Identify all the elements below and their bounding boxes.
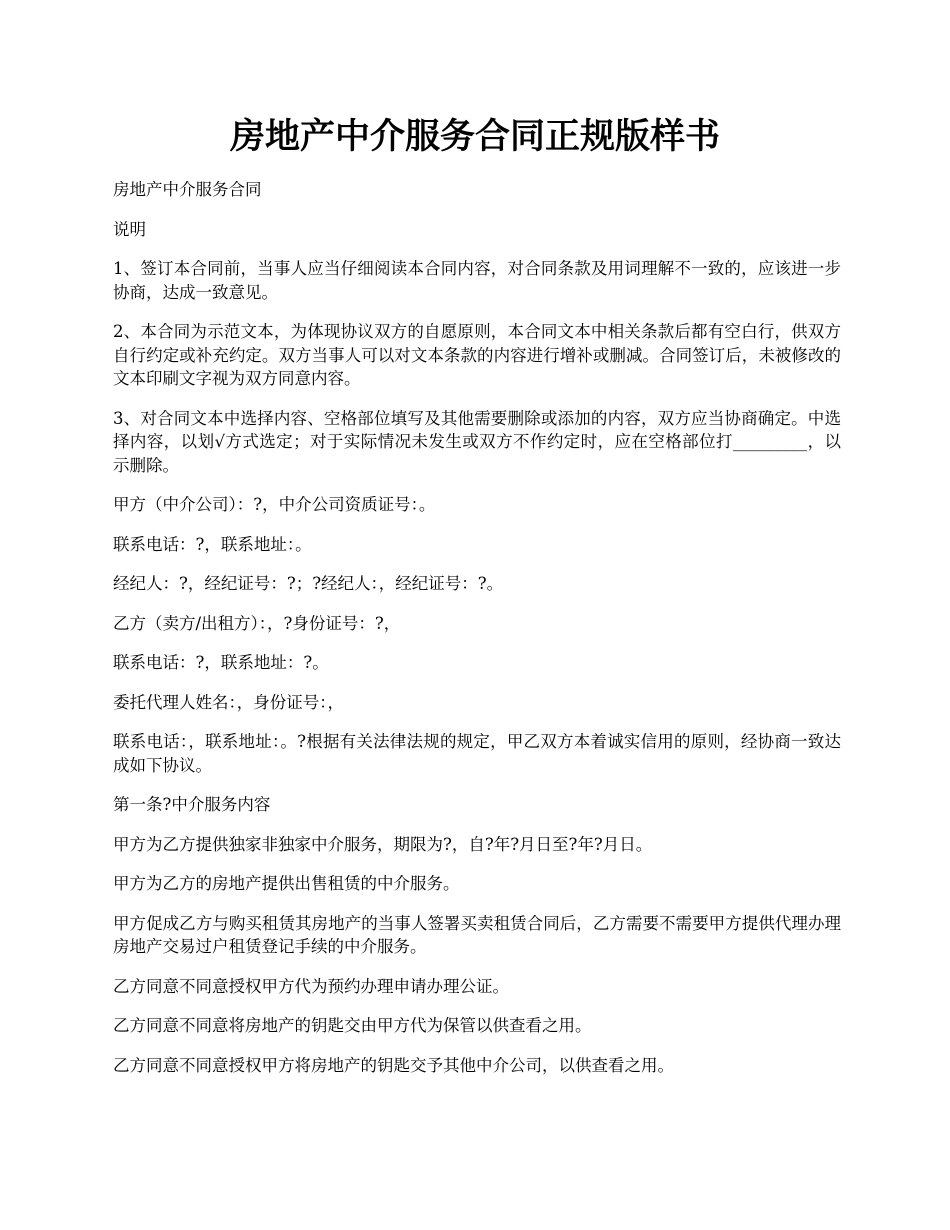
paragraph-key-sharing: 乙方同意不同意授权甲方将房地产的钥匙交予其他中介公司，以供查看之用。 [113,1055,674,1075]
paragraph-note-1: 1、签订本合同前，当事人应当仔细阅读本合同内容，对合同条款及用词理解不一致的，应该进一步协商，达成一致意见。 [113,259,841,302]
paragraph-agent-info: 经纪人：?，经纪证号：?；?经纪人：，经纪证号：?。 [113,574,504,593]
paragraph-notary-authorization: 乙方同意不同意授权甲方代为预约办理申请办理公证。 [113,976,509,996]
paragraph-service-term: 甲方为乙方提供独家非独家中介服务，期限为?，自?年?月日至?年?月日。 [113,834,653,854]
paragraph-party-b: 乙方（卖方/出租方）：，?身份证号：?， [113,613,401,633]
paragraph-article-1-heading: 第一条?中介服务内容 [113,795,271,814]
paragraph-contract-name: 房地产中介服务合同 [113,180,262,199]
paragraph-proxy: 委托代理人姓名：，身份证号：， [113,692,344,712]
paragraph-note-2: 2、本合同为示范文本，为体现协议双方的自愿原则，本合同文本中相关条款后都有空白行，供双方自行约定或补充约定。双方当事人可以对文本条款的内容进行增补或删减。合同签订后，未被修改的文本印刷文字视为双方同意内容。 [113,322,841,388]
paragraph-party-b-contact: 联系电话：?，联系地址：?。 [113,653,329,672]
paragraph-note-3: 3、对合同文本中选择内容、空格部位填写及其他需要删除或添加的内容，双方应当协商确定。中选择内容，以划√方式选定；对于实际情况未发生或双方不作约定时，应在空格部位打_________，以示删除。 [113,408,841,475]
paragraph-service-type: 甲方为乙方的房地产提供出售租赁的中介服务。 [113,874,460,893]
paragraph-proxy-contact: 联系电话：，联系地址：。?根据有关法律法规的规定，甲乙双方本着诚实信用的原则，经协商一致达成如下协议。 [113,732,841,775]
paragraph-explanation-heading: 说明 [113,219,146,239]
paragraph-key-custody: 乙方同意不同意将房地产的钥匙交由甲方代为保管以供查看之用。 [113,1016,592,1035]
paragraph-party-a: 甲方（中介公司）：?，中介公司资质证号：。 [113,495,436,514]
paragraph-transfer-service: 甲方促成乙方与购买租赁其房地产的当事人签署买卖租赁合同后，乙方需要不需要甲方提供代理办理房地产交易过户租赁登记手续的中介服务。 [113,913,841,956]
document-title: 房地产中介服务合同正规版样书 [229,116,720,157]
document-body [113,178,841,1093]
paragraph-party-a-contact: 联系电话：?，联系地址：。 [113,534,312,554]
